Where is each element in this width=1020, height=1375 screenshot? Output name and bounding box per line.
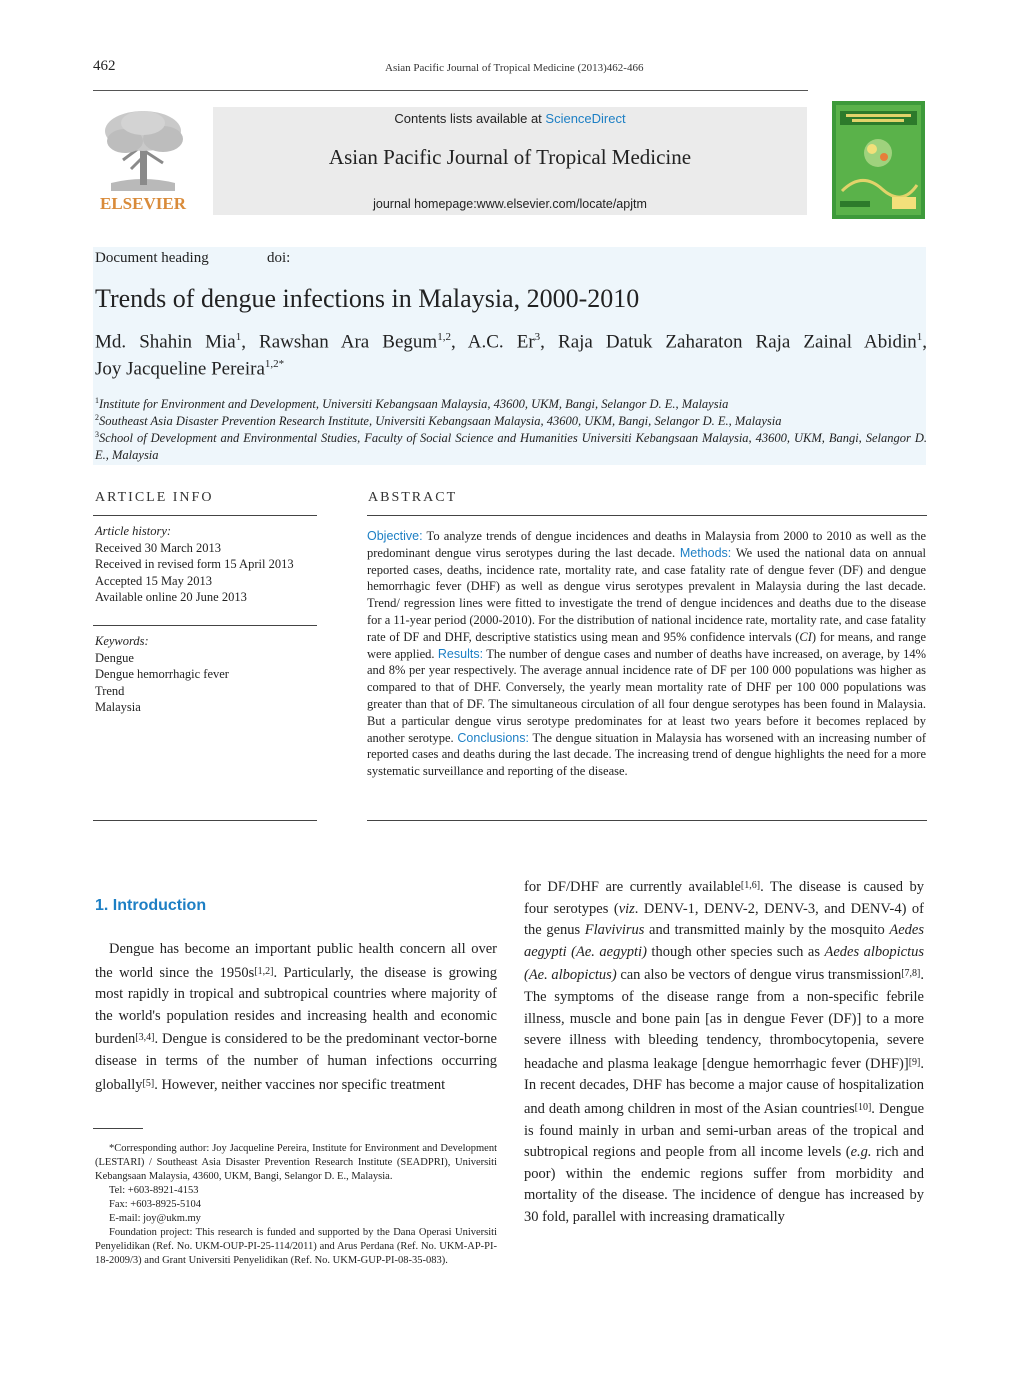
doi-label: doi:: [267, 250, 291, 266]
abstract-body: [367, 528, 926, 780]
citation-link[interactable]: [3,4]: [135, 1032, 155, 1044]
author-affiliation-marker: 3: [534, 331, 541, 343]
author: Joy Jacqueline Pereira: [95, 358, 265, 380]
methods-text: We used the national data on annual reported cases, deaths, incidence rate, mortality rate, and case fatality rate of dengue fever (DF) and dengue hemorrhagic fever (DHF) as well as dengue virus serotypes prevalent in Malaysia during the last decade. Trend/ regression lines were fitted to investigate the trend of dengue incidences and deaths due to the disease for a 11-year period (2000-2010). For the distribution of national incidence rate, mortality rate, and case fatality rate of DF and DHF, descriptive statistics using mean and 95% confidence intervals (: [367, 545, 926, 644]
affiliation: $^3$School of Development and Environmental Studies, Faculty of Social Science and Humanities Universiti Kebangsaan Malaysia, 43600, UKM, Bangi, Selangor D. E., Malaysia: [95, 430, 927, 462]
journal-cover-icon: [832, 101, 925, 219]
body-text: . Dengue is considered to be the predominant vector-borne disease in terms of the number of human infections occurring globally: [95, 1031, 497, 1093]
article-title: Trends of dengue infections in Malaysia, 2000-2010: [95, 284, 640, 313]
divider: [367, 515, 927, 516]
funding-note: Foundation project: This research is funded and supported by the Dana Operasi Universiti Penyelidikan (Ref. No. UKM-OUP-PI-25-114/2011) and Arus Perdana (Ref. No. UKM-AP-PI-18-2009/3) and Grant Universiti Penyelidikan (Ref. No. UKM-GUP-PI-08-35-083).: [95, 1227, 497, 1266]
italic-text: viz: [618, 900, 635, 917]
article-history: [95, 523, 294, 606]
author-list: Md. Shahin Mia$^1$, Rawshan Ara Begum$^{1,2}$, A.C. Er$^3$, Raja Datuk Zaharaton Raja Zainal Abidin$^1$,: [95, 331, 928, 353]
journal-homepage-link[interactable]: journal homepage:www.elsevier.com/locate/apjtm: [373, 197, 647, 211]
body-text: . The symptoms of the disease range from a non-specific febrile illness, muscle and bone pain [as in dengue Fever (DF)] to a more severe illness with bleeding tendency, thrombocytopenia, severe headache and plasma leakage [dengue hemorrhagic fever (DHF)]: [524, 967, 924, 1072]
objective-text: To analyze trends of dengue incidences and deaths in Malaysia from 2000 to 2010 as well as the predominant dengue virus serotypes during the last decade.: [367, 529, 926, 560]
body-text: for DF/DHF are currently available: [524, 879, 741, 895]
body-text: . Dengue is found mainly in urban and semi-urban areas of the tropical and subtropical regions and people from all income levels (: [524, 1100, 924, 1161]
document-heading: Document heading: [95, 250, 209, 266]
citation-link[interactable]: [7,8]: [901, 968, 921, 980]
section-heading-introduction: 1. Introduction: [95, 897, 207, 914]
author-affiliation-marker: 1: [916, 331, 923, 343]
body-text: and transmitted mainly by the mosquito: [644, 922, 890, 939]
methods-text-end: ) for means, and range were applied.: [367, 629, 926, 661]
author-affiliation-marker: 1,2: [437, 331, 451, 343]
divider: [93, 625, 317, 626]
citation-link[interactable]: [1,6]: [740, 880, 761, 891]
results-label: Results:: [437, 646, 484, 661]
corresponding-author-note: *Corresponding author: Joy Jacqueline Pereira, Institute for Environment and Development (LESTARI) / Southeast Asia Disaster Prevention Research Institute (SEADPRI), Universiti Kebangsaan Malaysia, 43600, UKM, Bangi, Selangor D. E., Malaysia.: [95, 1143, 497, 1182]
history-revised: Received in revised form 15 April 2013: [95, 557, 294, 571]
journal-cover-image: [832, 101, 925, 219]
contents-line: [213, 111, 807, 126]
history-received: Received 30 March 2013: [95, 540, 222, 555]
citation-link[interactable]: [9]: [908, 1056, 921, 1068]
conclusions-label: Conclusions:: [457, 730, 529, 745]
elsevier-tree-icon: [93, 105, 193, 215]
journal-name: Asian Pacific Journal of Tropical Medicine: [328, 145, 692, 169]
history-accepted: Accepted 15 May 2013: [95, 573, 212, 588]
methods-ci: CI: [799, 629, 812, 644]
telephone: Tel: +603-8921-4153: [109, 1185, 199, 1196]
author: Rawshan Ara Begum: [259, 331, 438, 353]
body-text: though other species such as: [646, 943, 825, 960]
footnotes: [95, 1142, 497, 1268]
objective-label: Objective:: [367, 529, 423, 543]
italic-text: Aedes aegypti (Ae. aegypti): [524, 922, 925, 960]
top-rule: [93, 90, 808, 91]
body-text: . DENV-1, DENV-2, DENV-3, and DENV-4) of the genus: [524, 900, 924, 939]
divider: [367, 820, 927, 821]
email-link[interactable]: E-mail: joy@ukm.my: [109, 1213, 201, 1224]
keyword: Malaysia: [95, 700, 141, 714]
body-text: . However, neither vaccines nor specific treatment: [154, 1076, 446, 1093]
fax: Fax: +603-8925-5104: [109, 1199, 201, 1210]
elsevier-wordmark: ELSEVIER: [100, 194, 186, 213]
contents-prefix: Contents lists available at: [394, 111, 546, 126]
keyword: Dengue hemorrhagic fever: [95, 667, 229, 681]
italic-text: Aedes albopictus (Ae. albopictus): [524, 943, 924, 984]
divider: [93, 820, 317, 821]
affiliation: $^2$Southeast Asia Disaster Prevention Research Institute, Universiti Kebangsaan Malaysia, 43600, UKM, Bangi, Selangor D. E., Malaysia: [95, 413, 782, 429]
footnote-rule: [93, 1128, 143, 1129]
affiliation: $^1$Institute for Environment and Development, Universiti Kebangsaan Malaysia, 43600, UKM, Bangi, Selangor D. E., Malaysia: [95, 396, 729, 412]
italic-text: Flavivirus: [584, 922, 645, 939]
citation-link[interactable]: [1,2]: [254, 965, 274, 977]
author: Raja Datuk Zaharaton Raja Zainal Abidin: [558, 331, 917, 353]
methods-label: Methods:: [679, 545, 732, 560]
keywords: [95, 633, 229, 716]
italic-text: e.g.: [850, 1144, 872, 1161]
divider: [93, 515, 317, 516]
running-head: Asian Pacific Journal of Tropical Medicine (2013)462-466: [385, 62, 644, 74]
page-number: 462: [93, 58, 116, 74]
citation-link[interactable]: [5]: [142, 1077, 155, 1089]
article-info-heading: ARTICLE INFO: [95, 490, 214, 505]
author-list-continued: [95, 351, 284, 382]
keyword: Trend: [95, 683, 125, 698]
keyword: Dengue: [95, 650, 134, 665]
body-text: . In recent decades, DHF has become a major cause of hospitalization and death among children in most of the Asian countries: [524, 1055, 924, 1117]
intro-column-left: [95, 939, 497, 1096]
journal-banner: [213, 107, 807, 215]
body-text: Dengue has become an important public health concern all over the world since the 1950s: [95, 941, 497, 981]
body-text: . The disease is caused by four serotypes (: [524, 879, 925, 917]
keywords-label: Keywords:: [95, 634, 149, 648]
results-text: The number of dengue cases and number of deaths have increased, on average, by 14% and 8% per year respectively. The average annual incidence rate of DF per 100 000 populations was higher as compared to that of DHF. Conversely, the yearly mean mortality rate of DHF per 100 000 populations was greater than that of DF. The simultaneous circulation of all four dengue serotypes has been found in Malaysia. But a particular dengue virus serotype predominates for at least two years before it becomes replaced by another serotype.: [367, 646, 926, 745]
body-text: can also be vectors of dengue virus transmission: [616, 967, 902, 984]
author: A.C. Er: [467, 331, 535, 353]
elsevier-logo: [93, 105, 193, 215]
intro-column-right: [524, 875, 924, 1229]
conclusions-text: The dengue situation in Malaysia has worsened with an increasing number of reported cases and deaths during the last decade. The increasing trend of dengue highlights the need for a more systematic surveillance and reporting of the disease.: [367, 730, 927, 779]
sciencedirect-link[interactable]: ScienceDirect: [545, 111, 626, 126]
history-online: Available online 20 June 2013: [95, 590, 247, 604]
history-label: Article history:: [95, 524, 172, 538]
author: Md. Shahin Mia: [95, 331, 236, 353]
citation-link[interactable]: [10]: [854, 1101, 872, 1113]
author-affiliation-marker: 1: [235, 331, 242, 343]
abstract-heading: ABSTRACT: [368, 490, 458, 505]
body-text: rich and poor) within the endemic regions suffer from morbidity and mortality of the disease. The incidence of dengue has increased by 30 fold, parallel with increasing dramatically: [524, 1144, 924, 1225]
body-text: . Particularly, the disease is growing most rapidly in tropical and subtropical countries where majority of the world's population resides and increasing health and economic burden: [95, 964, 497, 1048]
author-affiliation-marker: 1,2*: [264, 358, 285, 370]
